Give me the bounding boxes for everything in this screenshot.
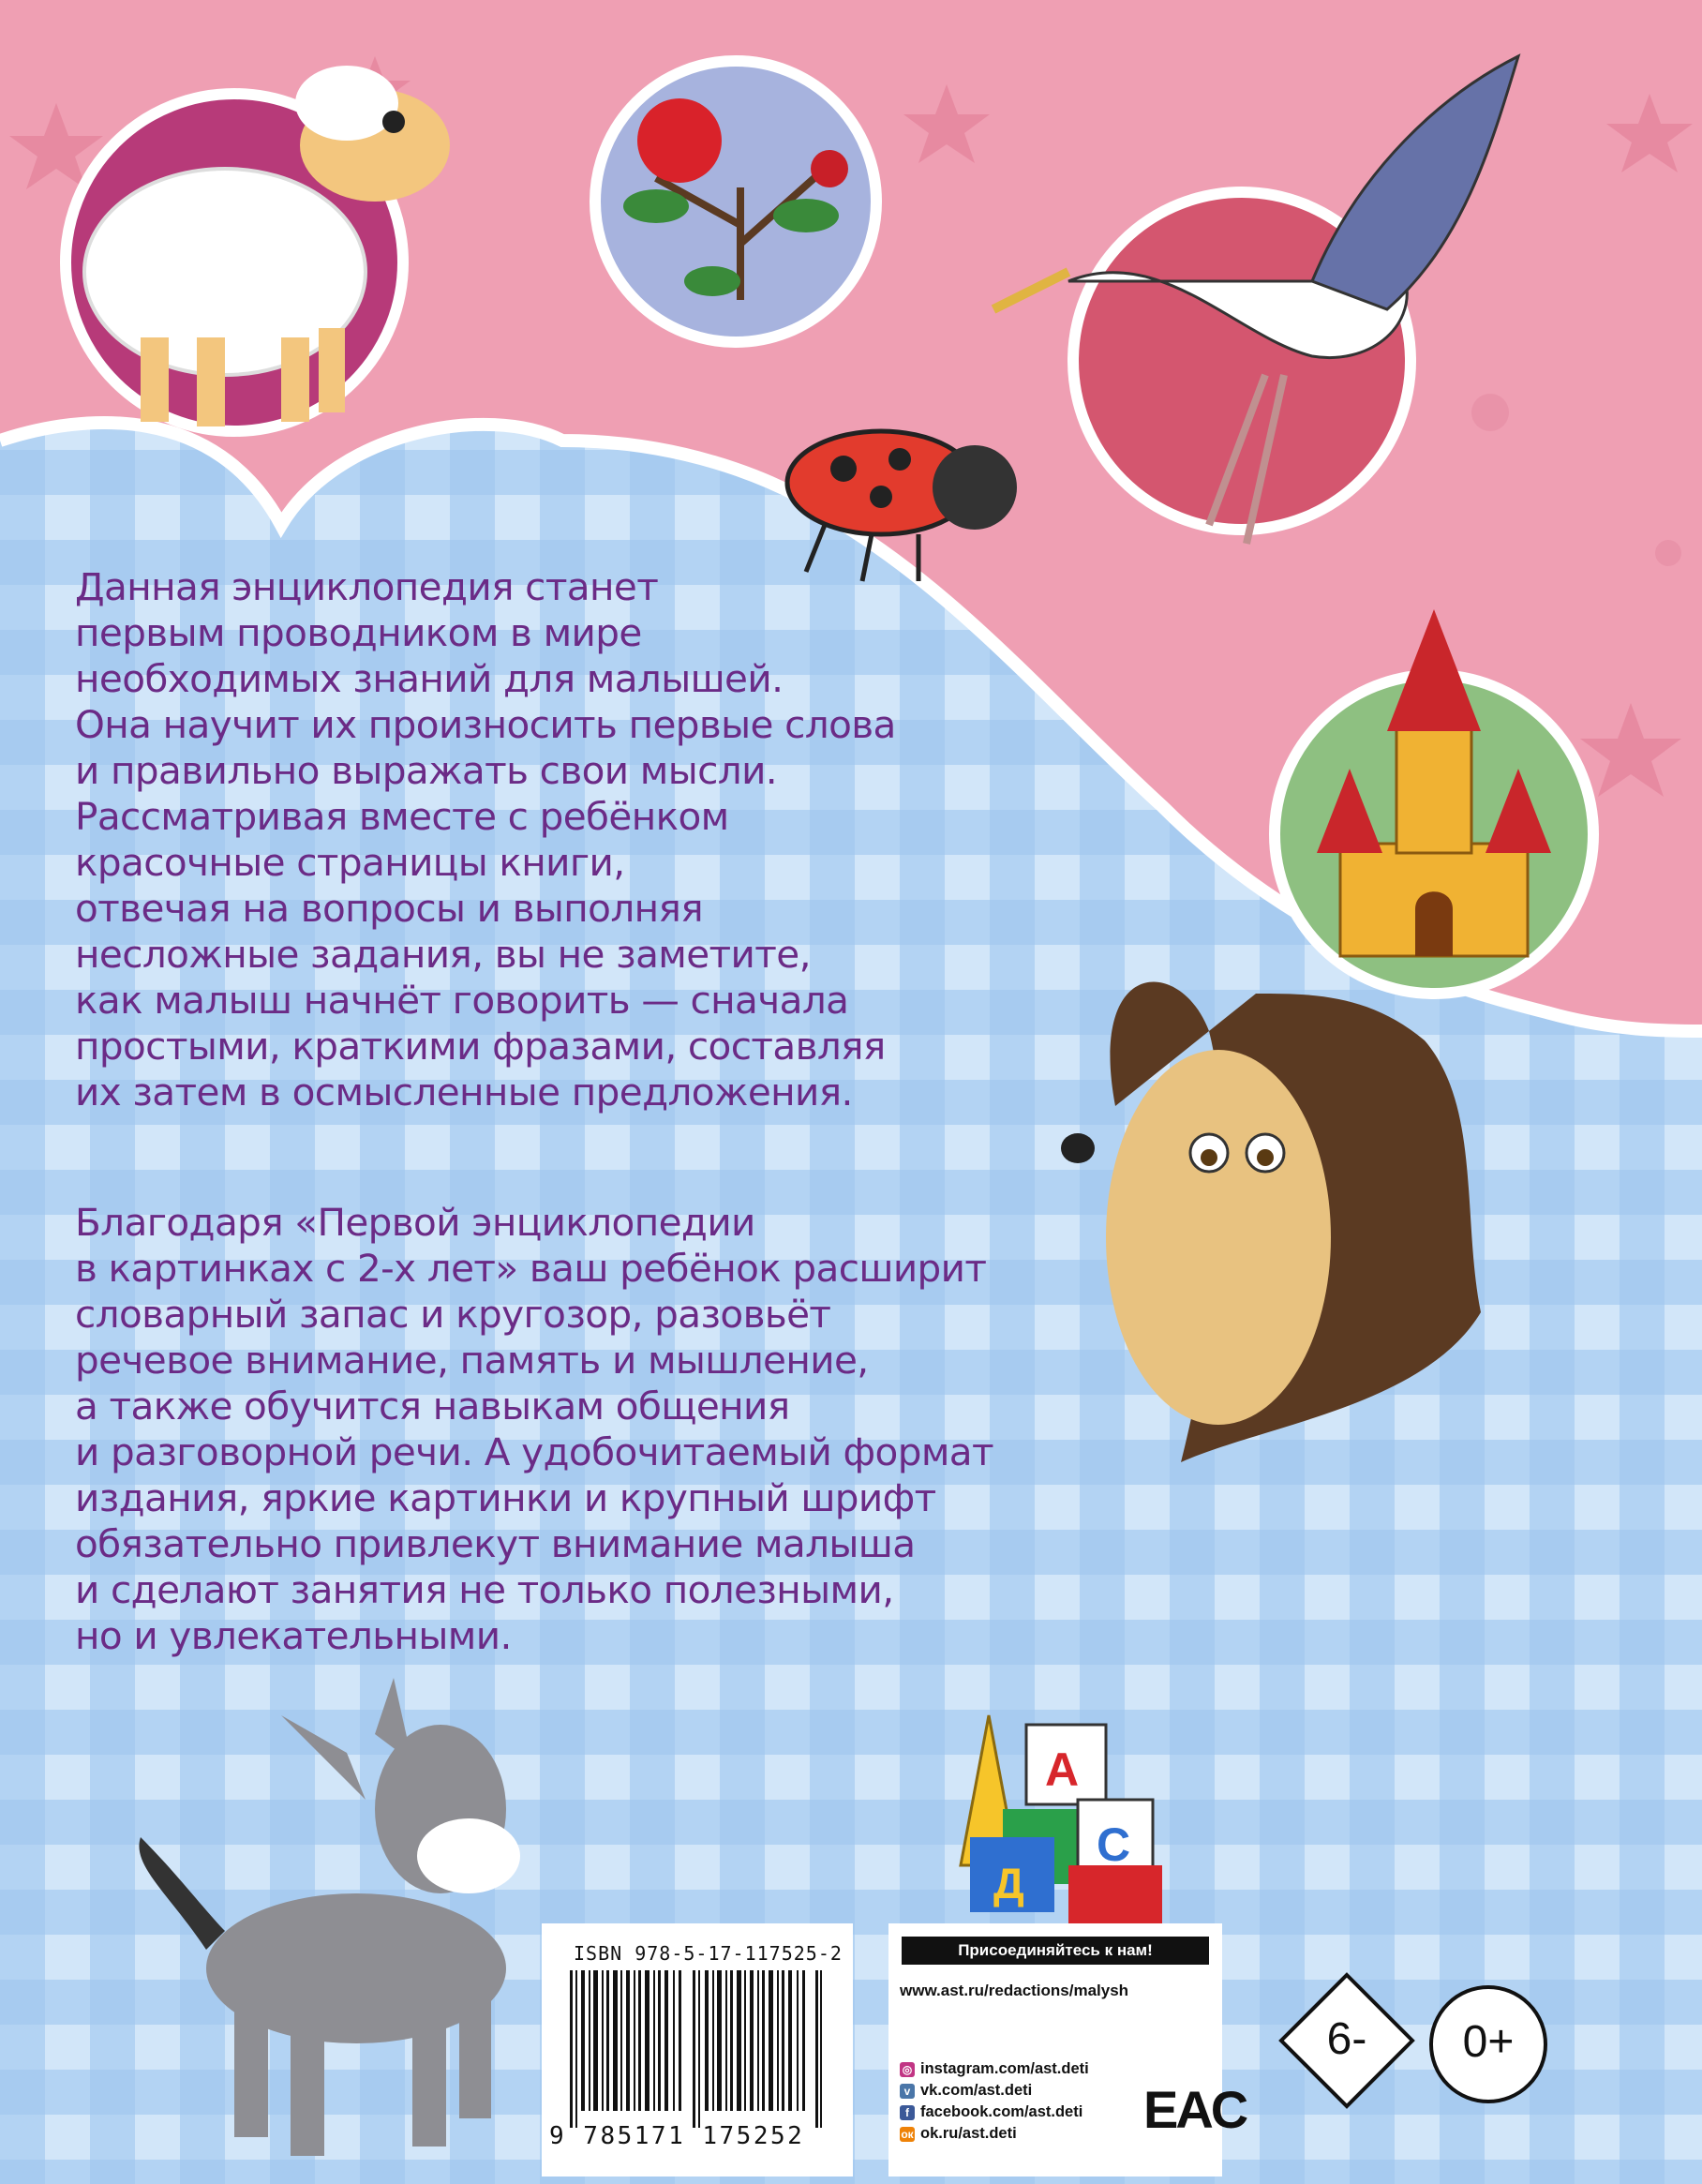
publisher-site-link[interactable]: www.ast.ru/redactions/malysh <box>900 1982 1129 1999</box>
age-rating-diamond-label: 6- <box>1326 2014 1367 2064</box>
isbn-block <box>542 1923 853 2177</box>
join-us-banner: Присоединяйтесь к нам! <box>902 1937 1209 1965</box>
social-link-text: facebook.com/ast.deti <box>920 2103 1083 2120</box>
flower-icon <box>595 61 876 342</box>
social-link-instagram[interactable] <box>900 2058 1089 2080</box>
facebook-icon: f <box>900 2105 915 2120</box>
instagram-icon: ◎ <box>900 2062 915 2077</box>
vk-icon: v <box>900 2084 915 2099</box>
publisher-info-block <box>888 1923 1247 2177</box>
social-link-odnoklassniki[interactable] <box>900 2123 1089 2145</box>
social-links <box>900 2058 1089 2145</box>
description-text-1: Данная энциклопедия станет первым проводником в мире необходимых знаний для малышей. Она научит их произносить первые слова и правильно выражать свои мысли. Рассматривая вместе с ребёнком красочные страницы книги, отвечая на вопросы и выполняя несложные задания, вы не заметите, как малыш начнёт говорить — сначала простыми, краткими фразами, составляя их затем в осмысленные предложения. <box>75 564 896 1114</box>
social-link-vk[interactable] <box>900 2080 1089 2102</box>
svg-text:A: A <box>1045 1743 1080 1796</box>
description-paragraph-2 <box>75 1200 1106 1659</box>
description-paragraph-1 <box>75 564 1068 1115</box>
social-link-text: instagram.com/ast.deti <box>920 2060 1089 2077</box>
svg-text:C: C <box>1097 1818 1131 1871</box>
isbn-label: ISBN 978-5-17-117525-2 <box>574 1942 843 1965</box>
age-rating-circle-label: 0+ <box>1462 2017 1515 2067</box>
description-text-2: Благодаря «Первой энциклопедии в картинках с 2-х лет» ваш ребёнок расширит словарный запас и кругозор, разовьёт речевое внимание, память и мышление, а также обучится навыкам общения и разговорной речи. А удобочитаемый формат издания, яркие картинки и крупный шрифт обязательно привлекут внимание малыша и сделают занятия не только полезными, но и увлекательными. <box>75 1200 994 1658</box>
svg-text:Д: Д <box>993 1859 1024 1907</box>
social-link-text: vk.com/ast.deti <box>920 2082 1033 2099</box>
eac-mark: EAC <box>1143 2080 1247 2139</box>
social-link-facebook[interactable] <box>900 2102 1089 2123</box>
odnoklassniki-icon: ок <box>901 2127 914 2141</box>
barcode-digits: 9 785171 175252 <box>549 2122 805 2150</box>
barcode-icon <box>570 1970 823 2128</box>
social-link-text: ok.ru/ast.deti <box>920 2125 1017 2142</box>
